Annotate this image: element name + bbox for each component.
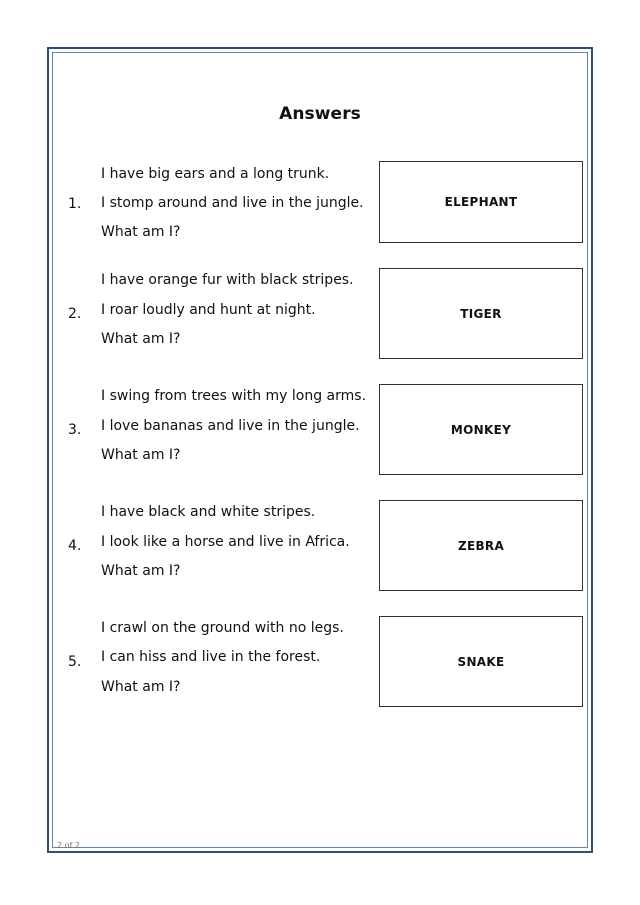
answer-box-4 xyxy=(379,500,583,591)
riddle-line: I roar loudly and hunt at night. xyxy=(101,302,316,318)
answer-box-1 xyxy=(379,161,583,243)
riddle-line: What am I? xyxy=(101,679,181,695)
riddle-line: I have big ears and a long trunk. xyxy=(101,166,330,182)
riddle-number: 5. xyxy=(68,654,82,670)
page-number: 2 of 2 xyxy=(57,841,80,848)
riddle-line: I have black and white stripes. xyxy=(101,504,316,520)
riddle-line: I have orange fur with black stripes. xyxy=(101,272,354,288)
answer-text: SNAKE xyxy=(457,654,505,669)
riddle-line: What am I? xyxy=(101,224,181,240)
riddle-line: What am I? xyxy=(101,331,181,347)
riddle-line: I stomp around and live in the jungle. xyxy=(101,195,364,211)
riddle-line: I swing from trees with my long arms. xyxy=(101,388,367,404)
answer-text: MONKEY xyxy=(450,422,512,437)
page-title: Answers xyxy=(279,104,361,124)
answer-box-2 xyxy=(379,268,583,359)
answer-box-3 xyxy=(379,384,583,475)
riddle-line: I look like a horse and live in Africa. xyxy=(101,534,350,550)
riddle-number: 3. xyxy=(68,422,82,438)
answer-text: ZEBRA xyxy=(457,538,505,553)
riddle-number: 4. xyxy=(68,538,82,554)
answer-text: ELEPHANT xyxy=(444,195,518,209)
riddle-line: I can hiss and live in the forest. xyxy=(101,649,321,665)
riddle-number: 2. xyxy=(68,306,82,322)
riddle-line: I crawl on the ground with no legs. xyxy=(101,620,344,636)
answer-box-5 xyxy=(379,616,583,707)
riddle-line: I love bananas and live in the jungle. xyxy=(101,418,360,434)
riddle-line: What am I? xyxy=(101,563,181,579)
answer-text: TIGER xyxy=(460,306,502,321)
riddle-number: 1. xyxy=(68,196,82,212)
riddle-line: What am I? xyxy=(101,447,181,463)
